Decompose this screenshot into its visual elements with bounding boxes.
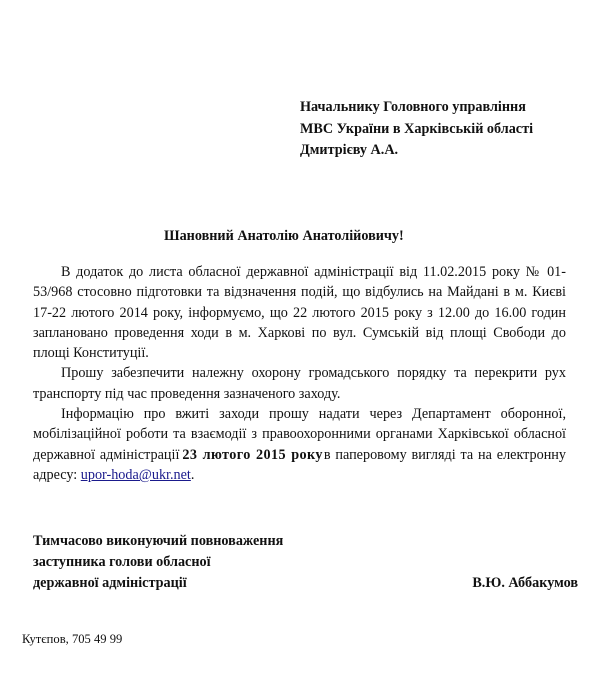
signatory-title-line-3-row [33,573,578,594]
letter-body [33,262,566,485]
addressee-line-1: Начальнику Головного управління [300,99,526,115]
addressee-line-3: Дмитрієву А.А. [300,142,399,158]
body-paragraph-2-text: Прошу забезпечити належну охорону громадського порядку та перекрити рух транспорту під час проведення зазначеного заходу. [33,365,566,402]
salutation: Шановний Анатолію Анатолійовичу! [164,228,404,244]
email-link[interactable]: upor-hoda@ukr.net [80,466,191,483]
signatory-title-line-1: Тимчасово виконуючий повноваження [33,533,284,549]
body-paragraph-1 [33,262,566,363]
body-paragraph-2 [33,363,566,404]
signatory-title [33,531,578,594]
body-paragraph-3-period: . [190,466,195,483]
signatory-title-line-3: державної адміністрації [33,575,187,591]
signature-block [33,531,578,594]
signatory-title-line-2: заступника голови обласної [33,554,211,570]
executor-contact: Кутєпов, 705 49 99 [22,632,123,646]
body-paragraph-1-text: В додаток до листа обласної державної адміністрації від 11.02.2015 року № 01-53/968 стосовно підготовки та відзначення подій, що відбулись на Майдані в м. Києві 17-22 лютого 2014 року, інформуємо, що 22 лютого 2015 року з 12.00 до 16.00 годин заплановано проведення ходи в м. Харкові по вул. Сумській від площі Свободи до площі Конституції. [33,264,566,362]
addressee-block [300,97,590,162]
signatory-name: В.Ю. Аббакумов [472,575,578,591]
body-paragraph-3-text-end: в паперовому вигляді та на електронну адресу: [33,446,566,483]
addressee-line-2: МВС України в Харківській області [300,120,534,137]
body-paragraph-3-text-start: Інформацію про вжиті заходи прошу надати через Департамент оборонної, мобілізаційної роботи та взаємодії з правоохоронними органами Харківської обласної державної адміністрації [33,406,566,463]
response-deadline-date: 23 лютого 2015 року [182,446,323,463]
body-paragraph-3 [33,404,566,485]
